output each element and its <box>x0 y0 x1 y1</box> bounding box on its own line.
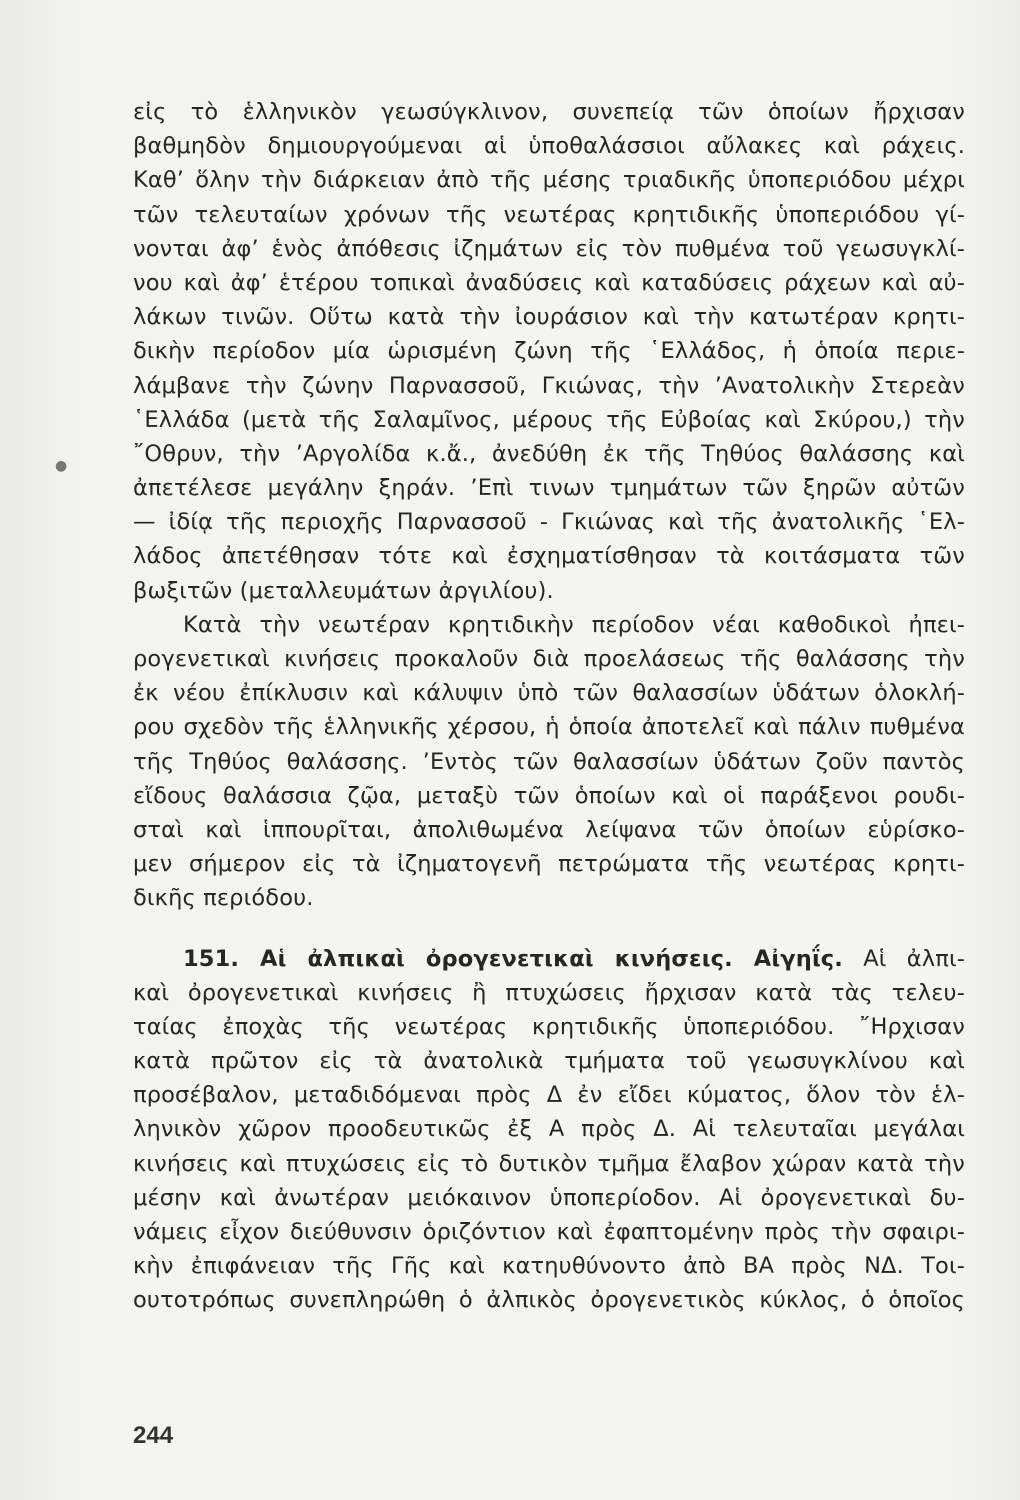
section-heading: 151. Αἱ ἀλπικαὶ ὀρογενετικαὶ κινήσεις. Αἰγηΐς. <box>183 945 843 972</box>
text-line: τῆς Τηθύος θαλάσσης. ’Εντὸς τῶν θαλασσίων ὑδάτων ζοῦν παντὸς <box>133 748 965 775</box>
text-line: ῾Ελλάδα (μετὰ τῆς Σαλαμῖνος, μέρους τῆς Εὐβοίας καὶ Σκύρου,) τὴν <box>133 406 965 433</box>
text-line: κὴν ἐπιφάνειαν τῆς Γῆς καὶ κατηυθύνοντο ἀπὸ ΒΑ πρὸς ΝΔ. Τοι- <box>133 1253 965 1280</box>
page-number: 244 <box>133 1422 174 1449</box>
text-line: ῎Οθρυν, τὴν ’Αργολίδα κ.ἄ., ἀνεδύθη ἐκ τῆς Τηθύος θαλάσσης καὶ <box>133 440 965 467</box>
text-line: νονται ἀφ’ ἑνὸς ἀπόθεσις ἰζημάτων εἰς τὸν πυθμένα τοῦ γεωσυγκλί- <box>133 235 965 262</box>
text-line: κατὰ πρῶτον εἰς τὰ ἀνατολικὰ τμήματα τοῦ γεωσυγκλίνου καὶ <box>133 1048 965 1075</box>
text-line: βωξιτῶν (μεταλλευμάτων ἀργιλίου). <box>133 577 554 604</box>
text-line: τῶν τελευταίων χρόνων τῆς νεωτέρας κρητιδικῆς ὑποπεριόδου γί- <box>133 201 965 228</box>
text-line: μεν σήμερον εἰς τὰ ἰζηματογενῆ πετρώματα τῆς νεωτέρας κρητι- <box>133 851 965 878</box>
text-line: ρογενετικαὶ κινήσεις προκαλοῦν διὰ προελάσεως τῆς θαλάσσης τὴν <box>133 646 965 672</box>
text-line: προσέβαλον, μεταδιδόμεναι πρὸς Δ ἐν εἴδει κύματος, ὅλον τὸν ἑλ- <box>133 1082 965 1109</box>
text-line: σταὶ καὶ ἱππουρῖται, ἀπολιθωμένα λείψανα τῶν ὁποίων εὑρίσκο- <box>133 816 965 843</box>
text-line: λάμβανε τὴν ζώνην Παρνασσοῦ, Γκιώνας, τὴν ’Ανατολικὴν Στερεὰν <box>133 372 965 399</box>
text-line: βαθμηδὸν δημιουργούμεναι αἱ ὑποθαλάσσιοι αὔλακες καὶ ράχεις. <box>133 133 965 160</box>
text-line: μέσην καὶ ἀνωτέραν μειόκαινον ὑποπερίοδον. Αἱ ὀρογενετικαὶ δυ- <box>133 1184 965 1211</box>
section-gap <box>133 916 965 942</box>
text-line: λάδος ἀπετέθησαν τότε καὶ ἐσχηματίσθησαν τὰ κοιτάσματα τῶν <box>133 543 965 570</box>
text-line: — ἰδίᾳ τῆς περιοχῆς Παρνασσοῦ - Γκιώνας καὶ τῆς ἀνατολικῆς ῾Ελ- <box>133 509 965 536</box>
text-line: νάμεις εἶχον διεύθυνσιν ὁριζόντιον καὶ ἐφαπτομένην πρὸς τὴν σφαιρι- <box>133 1219 965 1245</box>
text-line: κινήσεις καὶ πτυχώσεις εἰς τὸ δυτικὸν τμῆμα ἔλαβον χώραν κατὰ τὴν <box>133 1150 965 1177</box>
text-line: ληνικὸν χῶρον προοδευτικῶς ἐξ Α πρὸς Δ. Αἱ τελευταῖαι μεγάλαι <box>133 1116 965 1143</box>
text-line: Κατὰ τὴν νεωτέραν κρητιδικὴν περίοδον νέαι καθοδικοὶ ἠπει- <box>183 611 965 638</box>
margin-dot: ● <box>55 458 68 474</box>
text-line: ἀπετέλεσε μεγάλην ξηράν. ’Επὶ τινων τμημάτων τῶν ξηρῶν αὐτῶν <box>133 475 965 502</box>
text-line: ρου σχεδὸν τῆς ἑλληνικῆς χέρσου, ἡ ὁποία ἀποτελεῖ καὶ πάλιν πυθμένα <box>133 714 965 741</box>
text-line: δικῆς περιόδου. <box>133 885 314 912</box>
paragraph-2 <box>133 608 965 916</box>
text-line: καὶ ὀρογενετικαὶ κινήσεις ἢ πτυχώσεις ἤρχισαν κατὰ τὰς τελευ- <box>133 979 965 1006</box>
text-line: δικὴν περίοδον μία ὡρισμένη ζώνη τῆς ῾Ελλάδος, ἡ ὁποία περιε- <box>133 338 965 365</box>
section-heading-tail: Αἱ ἀλπι- <box>863 945 965 972</box>
text-line: εἴδους θαλάσσια ζῷα, μεταξὺ τῶν ὁποίων καὶ οἱ παράξενοι ρουδι- <box>133 782 965 809</box>
text-line: νου καὶ ἀφ’ ἑτέρου τοπικαὶ ἀναδύσεις καὶ καταδύσεις ράχεων καὶ αὐ- <box>133 269 965 296</box>
page-text <box>133 95 965 1318</box>
text-line: λάκων τινῶν. Οὕτω κατὰ τὴν ἰουράσιον καὶ τὴν κατωτέραν κρητι- <box>133 304 965 331</box>
section-heading-line <box>133 942 965 976</box>
text-line: ουτοτρόπως συνεπληρώθη ὁ ἀλπικὸς ὀρογενετικὸς κύκλος, ὁ ὁποῖος <box>133 1287 965 1314</box>
text-line: ἐκ νέου ἐπίκλυσιν καὶ κάλυψιν ὑπὸ τῶν θαλασσίων ὑδάτων ὁλοκλή- <box>133 680 965 707</box>
text-line: ταίας ἐποχὰς τῆς νεωτέρας κρητιδικῆς ὑποπεριόδου. ῎Ηρχισαν <box>133 1013 965 1040</box>
text-line: Καθ’ ὅλην τὴν διάρκειαν ἀπὸ τῆς μέσης τριαδικῆς ὑποπεριόδου μέχρι <box>133 167 965 194</box>
paragraph-1 <box>133 95 965 608</box>
text-line: εἰς τὸ ἑλληνικὸν γεωσύγκλινον, συνεπείᾳ τῶν ὁποίων ἤρχισαν <box>133 99 965 125</box>
section-151 <box>133 942 965 1318</box>
